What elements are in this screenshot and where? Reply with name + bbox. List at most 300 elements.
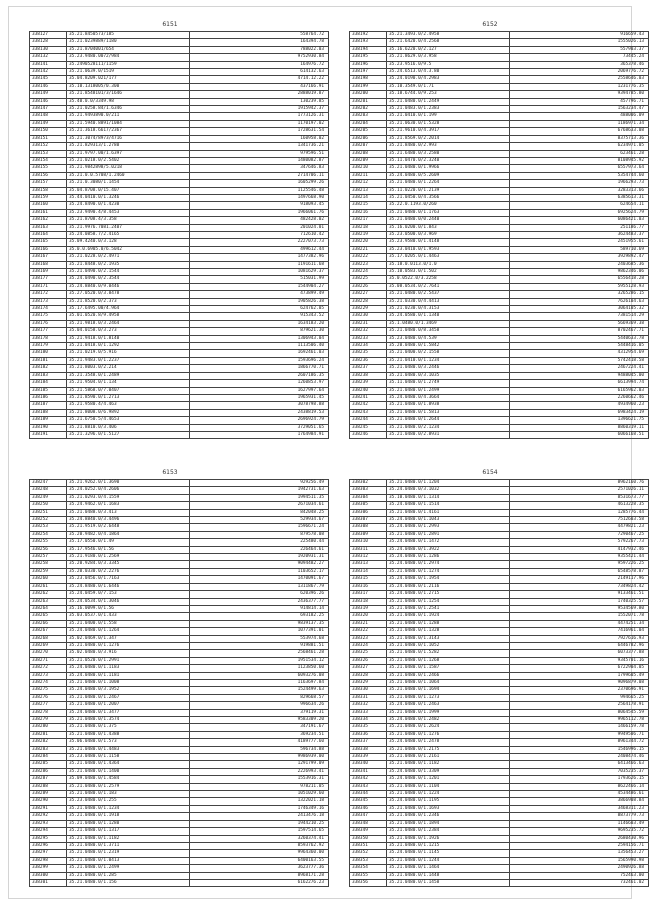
coordinate-cell: 35.02.0480.0/3.916 (67, 650, 190, 657)
coordinate-cell: 35.24.6513.0/4.3.80 (387, 69, 510, 76)
row-id-cell: 338287 (30, 776, 67, 783)
value-cell: 553974.68 (190, 635, 329, 642)
row-id-cell: 338163 (30, 224, 67, 231)
value-cell: 9965112.78 (510, 717, 649, 724)
coordinate-cell: 35.21.0480.0/1.1008 (67, 679, 190, 686)
row-id-cell: 338356 (350, 879, 387, 886)
coordinate-cell: 35.24.0480.0/1.3309 (387, 768, 510, 775)
coordinate-cell: 35.21.9610.0/4.3917 (387, 128, 510, 135)
row-id-cell: 338235 (350, 350, 387, 357)
row-id-cell: 338147 (30, 106, 67, 113)
row-id-cell: 338157 (30, 180, 67, 187)
table-row (350, 409, 649, 416)
row-id-cell: 338231 (350, 320, 387, 327)
row-id-cell: 338312 (350, 554, 387, 561)
table-row (30, 106, 329, 113)
coordinate-cell: 35.10.3549.0/1.71 (387, 83, 510, 90)
coordinate-cell: 35.11.0470.0/2.3240 (387, 157, 510, 164)
row-id-cell: 338128 (30, 39, 67, 46)
table-row (30, 431, 329, 438)
row-id-cell: 338309 (350, 531, 387, 538)
coordinate-cell: 35.21.3493.0/2.4958 (387, 32, 510, 39)
value-cell: 9964360.00 (190, 850, 329, 857)
row-id-cell: 338161 (30, 209, 67, 216)
value-cell: 1123850.60 (190, 665, 329, 672)
coordinate-cell: 35.24.0480.0/1.1264 (67, 628, 190, 635)
row-id-cell: 338146 (30, 98, 67, 105)
table-row (30, 502, 329, 509)
coordinate-cell: 35.27.0520.0/3.8478 (67, 291, 190, 298)
coordinate-cell: 35.24.0480.0/1.2482 (387, 717, 510, 724)
table-row (30, 613, 329, 620)
value-cell: 3283313.66 (510, 187, 649, 194)
table-row (350, 605, 649, 612)
value-cell: 1524499.63 (190, 687, 329, 694)
coordinate-cell: 35.21.0480.0/1.1273 (387, 694, 510, 701)
table-row (350, 598, 649, 605)
table-row (30, 554, 329, 561)
coordinate-cell: 35.21.8548101/3/1646 (67, 91, 190, 98)
table-row (30, 820, 329, 827)
table-row (350, 554, 649, 561)
row-id-cell: 338151 (30, 135, 67, 142)
value-cell: 1077391.01 (190, 628, 329, 635)
value-cell: 2370696.91 (510, 687, 649, 694)
row-id-cell: 338318 (350, 598, 387, 605)
table-row (350, 783, 649, 790)
value-cell: 1311867.79 (190, 583, 329, 590)
coordinate-cell: 35.24.0480.0/1.1954 (387, 576, 510, 583)
coordinate-cell: 35.24.8490.0/1.4230 (67, 202, 190, 209)
row-id-cell: 338209 (350, 157, 387, 164)
row-id-cell: 338242 (350, 402, 387, 409)
row-id-cell: 338281 (30, 731, 67, 738)
row-id-cell: 338329 (350, 679, 387, 686)
row-id-cell: 338203 (350, 113, 387, 120)
value-cell: 2149117.96 (510, 576, 649, 583)
table-row (350, 350, 649, 357)
coordinate-cell: 35.21.0.0.5708/1.2460 (67, 172, 190, 179)
table-row (350, 531, 649, 538)
value-cell: 9583309.20 (190, 717, 329, 724)
table-row (350, 357, 649, 364)
table-row (30, 665, 329, 672)
table-row (30, 672, 329, 679)
table-row (30, 768, 329, 775)
row-id-cell: 338196 (350, 61, 387, 68)
table-row (350, 291, 649, 298)
document-sheet (8, 6, 644, 899)
row-id-cell: 338321 (350, 620, 387, 627)
row-id-cell: 338220 (350, 239, 387, 246)
value-cell: 9345701.16 (510, 657, 649, 664)
coordinate-cell: 35.21.0480.0/1.1999 (387, 709, 510, 716)
value-cell: 2408474.46 (510, 754, 649, 761)
table-row (30, 494, 329, 501)
coordinate-cell: 35.21.0480.0/2.8931 (387, 431, 510, 438)
value-cell: 1597514.65 (190, 828, 329, 835)
table-row (350, 402, 649, 409)
value-cell: 5354744.60 (510, 172, 649, 179)
table-row (30, 417, 329, 424)
coordinate-cell: 35.24.0480.0/1.2974 (387, 561, 510, 568)
row-id-cell: 338193 (350, 39, 387, 46)
row-id-cell: 338294 (30, 828, 67, 835)
row-id-cell: 338228 (350, 298, 387, 305)
coordinate-cell: 35.21.8520.0/2.373 (67, 298, 190, 305)
table-row (30, 791, 329, 798)
coordinate-cell: 35.24.0459.0/7.153 (67, 591, 190, 598)
value-cell: 1634183.20 (190, 320, 329, 327)
row-id-cell: 338352 (350, 850, 387, 857)
value-cell: 589710.69 (510, 246, 649, 253)
value-cell: 2564178.91 (510, 702, 649, 709)
coordinate-cell: 35.21.9504.0/1.134 (67, 380, 190, 387)
value-cell: 3260374.41 (190, 835, 329, 842)
table-row (30, 657, 329, 664)
row-id-cell: 338283 (30, 746, 67, 753)
table-row (350, 613, 649, 620)
row-id-cell: 338284 (30, 754, 67, 761)
coordinate-cell: 35.21.0480.0/1.1254 (387, 598, 510, 605)
row-id-cell: 338156 (30, 172, 67, 179)
row-id-cell: 338168 (30, 261, 67, 268)
coordinate-cell: 35.21.0480.0/1.183 (67, 791, 190, 798)
coordinate-cell: 35.21.0480.0/1.2644 (387, 417, 510, 424)
row-id-cell: 338184 (30, 380, 67, 387)
coordinate-cell: 35.21.3296.0/1.5127 (67, 431, 190, 438)
coordinate-cell: 35.24.0490.0/2.3544 (67, 276, 190, 283)
coordinate-cell: 35.08.0534.0/2.7641 (387, 283, 510, 290)
coordinate-cell: 35.21.0480.0/1.9966 (387, 165, 510, 172)
row-id-cell: 338338 (350, 746, 387, 753)
coordinate-cell: 35.21.0480.0/1.1918 (67, 813, 190, 820)
value-cell: 1966061.76 (190, 209, 329, 216)
value-cell: 8375713.36 (510, 135, 649, 142)
table-row (350, 202, 649, 209)
value-cell: 620396.26 (190, 591, 329, 598)
coordinate-cell: 35.21.0480.0/1.2499 (67, 865, 190, 872)
coordinate-cell: 35.21.0480.0/8.3458 (387, 328, 510, 335)
row-id-cell: 338244 (350, 417, 387, 424)
coordinate-cell: 35.11.0220.0/1.2139 (387, 187, 510, 194)
value-cell: 457796.71 (510, 98, 649, 105)
table-row (30, 487, 329, 494)
table-row (30, 54, 329, 61)
coordinate-table (349, 31, 649, 439)
table-row (350, 583, 649, 590)
table-row (350, 283, 649, 290)
row-id-cell: 338296 (30, 842, 67, 849)
row-id-cell: 338355 (350, 872, 387, 879)
table-row (30, 731, 329, 738)
coordinate-cell: 35.23.0480.0/4.539 (387, 335, 510, 342)
value-cell: 1773126.31 (190, 113, 329, 120)
row-id-cell: 338183 (30, 372, 67, 379)
table-row (30, 835, 329, 842)
table-row (30, 39, 329, 46)
row-id-cell: 338266 (30, 620, 67, 627)
value-cell: 1692461.03 (190, 350, 329, 357)
row-id-cell: 338348 (350, 820, 387, 827)
value-cell: 226464.61 (190, 546, 329, 553)
table-row (30, 628, 329, 635)
table-row (30, 98, 329, 105)
row-id-cell: 338302 (350, 480, 387, 487)
value-cell: 1605299.26 (190, 180, 329, 187)
row-id-cell: 338336 (350, 731, 387, 738)
table-row (30, 61, 329, 68)
value-cell: 8593762.92 (190, 842, 329, 849)
value-cell: 160958.02 (190, 135, 329, 142)
row-id-cell: 338333 (350, 709, 387, 716)
value-cell: 1477382.96 (190, 254, 329, 261)
value-cell: 2436377.77 (190, 598, 329, 605)
table-row (30, 635, 329, 642)
coordinate-cell: 35.21.0480.0/1.1052 (387, 642, 510, 649)
row-id-cell: 338285 (30, 761, 67, 768)
coordinate-cell: 35.24.0480.0/1.1043 (387, 517, 510, 524)
coordinate-cell: 35.04.8209.021/177 (67, 76, 190, 83)
value-cell: 73445.24 (510, 54, 649, 61)
coordinate-cell: 35.24.0480.0/3.1952 (67, 687, 190, 694)
table-row (30, 328, 329, 335)
table-row (350, 69, 649, 76)
value-cell: 624654.11 (510, 202, 649, 209)
value-cell: 8531673.77 (510, 494, 649, 501)
coordinate-cell: 35.21.0480.0/1.1276 (387, 731, 510, 738)
row-id-cell: 338149 (30, 120, 67, 127)
row-id-cell: 338262 (30, 591, 67, 598)
row-id-cell: 338213 (350, 187, 387, 194)
value-cell: 9986939.00 (190, 754, 329, 761)
coordinate-cell: 35.21.0630.0/1.5328 (387, 120, 510, 127)
table-row (30, 517, 329, 524)
row-id-cell: 338346 (350, 805, 387, 812)
table-row (30, 217, 329, 224)
value-cell: 225480.44 (190, 539, 329, 546)
value-cell: 1728631.54 (190, 128, 329, 135)
value-cell: 1951534.12 (190, 657, 329, 664)
coordinate-cell: 35.21.8629.0/3.958 (387, 54, 510, 61)
coordinate-cell: 35.21.0480.0/1.3143 (387, 635, 510, 642)
row-id-cell: 338250 (30, 502, 67, 509)
value-cell: 596734.88 (190, 746, 329, 753)
table-row (350, 187, 649, 194)
value-cell: 4534486.61 (510, 791, 649, 798)
row-id-cell: 338290 (30, 798, 67, 805)
table-row (350, 835, 649, 842)
value-cell: 1291799.09 (190, 761, 329, 768)
value-cell: 8968171.28 (190, 872, 329, 879)
row-id-cell: 338317 (350, 591, 387, 598)
value-cell: 6066168.51 (510, 431, 649, 438)
table-row (350, 487, 649, 494)
coordinate-cell: 35.21.8810.0/3.406 (67, 424, 190, 431)
table-row (30, 387, 329, 394)
value-cell: 6446782.96 (510, 642, 649, 649)
coordinate-cell: 35.21.5868.0/7.0407 (67, 387, 190, 394)
value-cell: 130239.85 (190, 98, 329, 105)
row-id-cell: 338322 (350, 628, 387, 635)
value-cell: 2714706.11 (190, 172, 329, 179)
coordinate-cell: 35.24.0580.0/1.1340 (387, 313, 510, 320)
row-id-cell: 338276 (30, 694, 67, 701)
row-id-cell: 338289 (30, 791, 67, 798)
value-cell: 929256.49 (190, 480, 329, 487)
table-row (350, 657, 649, 664)
coordinate-cell: 35.22.0.1193.0/260 (387, 202, 510, 209)
row-id-cell: 338238 (350, 372, 387, 379)
table-row (30, 583, 329, 590)
table-row (30, 283, 329, 290)
coordinate-cell: 35.21.0480.0/1.375 (67, 724, 190, 731)
row-id-cell: 338315 (350, 576, 387, 583)
value-cell: 5448416.05 (510, 343, 649, 350)
coordinate-cell: 35.09.0480.0/1.4584 (67, 776, 190, 783)
coordinate-cell: 35.02.0469.0/1.347 (67, 635, 190, 642)
row-id-cell: 338214 (350, 194, 387, 201)
row-id-cell: 338162 (30, 217, 67, 224)
table-row (30, 702, 329, 709)
row-id-cell: 338241 (350, 394, 387, 401)
value-cell: 693182.25 (190, 613, 329, 620)
table-row (350, 276, 649, 283)
coordinate-cell: 35.21.6480.0/3.2580 (387, 150, 510, 157)
table-row (30, 91, 329, 98)
table-row (30, 754, 329, 761)
row-id-cell: 338286 (30, 768, 67, 775)
row-id-cell: 338257 (30, 554, 67, 561)
value-cell: 6413466.63 (510, 761, 649, 768)
table-row (30, 394, 329, 401)
table-row (350, 180, 649, 187)
coordinate-cell: 35.21.0480.0/1.3574 (67, 717, 190, 724)
value-cell: 1965931.45 (190, 394, 329, 401)
coordinate-cell: 35.21.0400.0/1.558 (67, 620, 190, 627)
row-id-cell: 338295 (30, 835, 67, 842)
table-row (30, 202, 329, 209)
table-row (350, 717, 649, 724)
coordinate-cell: 35.21.0480.0/1.8938 (387, 402, 510, 409)
row-id-cell: 338232 (350, 328, 387, 335)
row-id-cell: 338201 (350, 98, 387, 105)
value-cell: 2467224.41 (510, 365, 649, 372)
coordinate-cell: 35.23.0456.0/1.7163 (67, 576, 190, 583)
table-row (350, 313, 649, 320)
table-row (30, 798, 329, 805)
coordinate-cell: 35.23.9516.0/9.5 (387, 61, 510, 68)
table-row (350, 828, 649, 835)
value-cell: 1113506.40 (190, 343, 329, 350)
value-cell: 473899.49 (190, 291, 329, 298)
coordinate-cell: 35.21.0480.0/1.1104 (387, 783, 510, 790)
table-row (350, 731, 649, 738)
value-cell: 9752930.84 (190, 54, 329, 61)
value-cell: 1480082.87 (190, 157, 329, 164)
value-cell: 5955128.93 (510, 283, 649, 290)
coordinate-cell: 35.03.0537.0/1.433 (67, 613, 190, 620)
coordinate-cell: 35.21.0480.0/1.156 (67, 879, 190, 886)
table-row (350, 672, 649, 679)
table-row (350, 494, 649, 501)
row-id-cell: 338130 (30, 46, 67, 53)
row-id-cell: 338269 (30, 642, 67, 649)
value-cell: 1793626.15 (510, 776, 649, 783)
table-row (30, 598, 329, 605)
value-cell: 6556418.28 (510, 276, 649, 283)
value-cell: 6983424.19 (510, 409, 649, 416)
value-cell: 8961344.72 (510, 739, 649, 746)
row-id-cell: 338154 (30, 157, 67, 164)
value-cell: 1563234.47 (510, 106, 649, 113)
table-row (350, 768, 649, 775)
row-id-cell: 338243 (350, 409, 387, 416)
value-cell: 515031.99 (190, 276, 329, 283)
value-cell: 1356453.27 (510, 850, 649, 857)
value-cell: 9488045.00 (510, 372, 649, 379)
coordinate-cell: 35.21.0480.0/1.1924 (387, 613, 510, 620)
row-id-cell: 338142 (30, 69, 67, 76)
coordinate-cell: 35.23.9490.4/8.4453 (67, 209, 190, 216)
value-cell: 9534569.80 (510, 605, 649, 612)
table-row (350, 150, 649, 157)
row-id-cell: 338251 (30, 509, 67, 516)
value-cell: 6557973.64 (510, 165, 649, 172)
value-cell: 1944210.25 (190, 820, 329, 827)
value-cell: 7381514.29 (510, 313, 649, 320)
row-id-cell: 338270 (30, 650, 67, 657)
row-id-cell: 338176 (30, 320, 67, 327)
coordinate-cell: 35.21.0418.0/1.1292 (67, 343, 190, 350)
coordinate-cell: 35.10.0583.0/1.502 (387, 269, 510, 276)
coordinate-cell: 35.0.0522.0/3.2258 (387, 276, 510, 283)
row-id-cell: 338182 (30, 365, 67, 372)
value-cell: 2696924.79 (190, 417, 329, 424)
value-cell: 1260853.97 (190, 380, 329, 387)
row-id-cell: 338246 (350, 431, 387, 438)
table-row (30, 157, 329, 164)
value-cell: 1994511.35 (190, 494, 329, 501)
value-cell: 4714.12.22 (190, 76, 329, 83)
value-cell: 9597226.25 (510, 561, 649, 568)
value-cell: 251186.77 (510, 224, 649, 231)
row-id-cell: 338127 (30, 32, 67, 39)
value-cell: 1920931.31 (190, 554, 329, 561)
table-row (350, 694, 649, 701)
table-row (30, 306, 329, 313)
row-id-cell: 338252 (30, 517, 67, 524)
coordinate-cell: 35.23.9580.0/1.4148 (387, 239, 510, 246)
table-row (30, 209, 329, 216)
row-id-cell: 338301 (30, 879, 67, 886)
table-row (350, 194, 649, 201)
value-cell: 879578.08 (190, 531, 329, 538)
row-id-cell: 338223 (350, 261, 387, 268)
value-cell: 4474251.34 (510, 620, 649, 627)
table-row (30, 620, 329, 627)
row-id-cell: 338340 (350, 761, 387, 768)
row-id-cell: 338259 (30, 568, 67, 575)
value-cell: 2594156.71 (510, 842, 649, 849)
table-row (30, 546, 329, 553)
coordinate-cell: 35.21.0410.0/1.199 (387, 113, 510, 120)
row-id-cell: 338180 (30, 350, 67, 357)
coordinate-table (29, 31, 329, 439)
table-row (350, 635, 649, 642)
coordinate-cell: 35.21.0480.0/1.0413 (67, 857, 190, 864)
coordinate-cell: 35.21.0480.0/1.1894 (387, 820, 510, 827)
